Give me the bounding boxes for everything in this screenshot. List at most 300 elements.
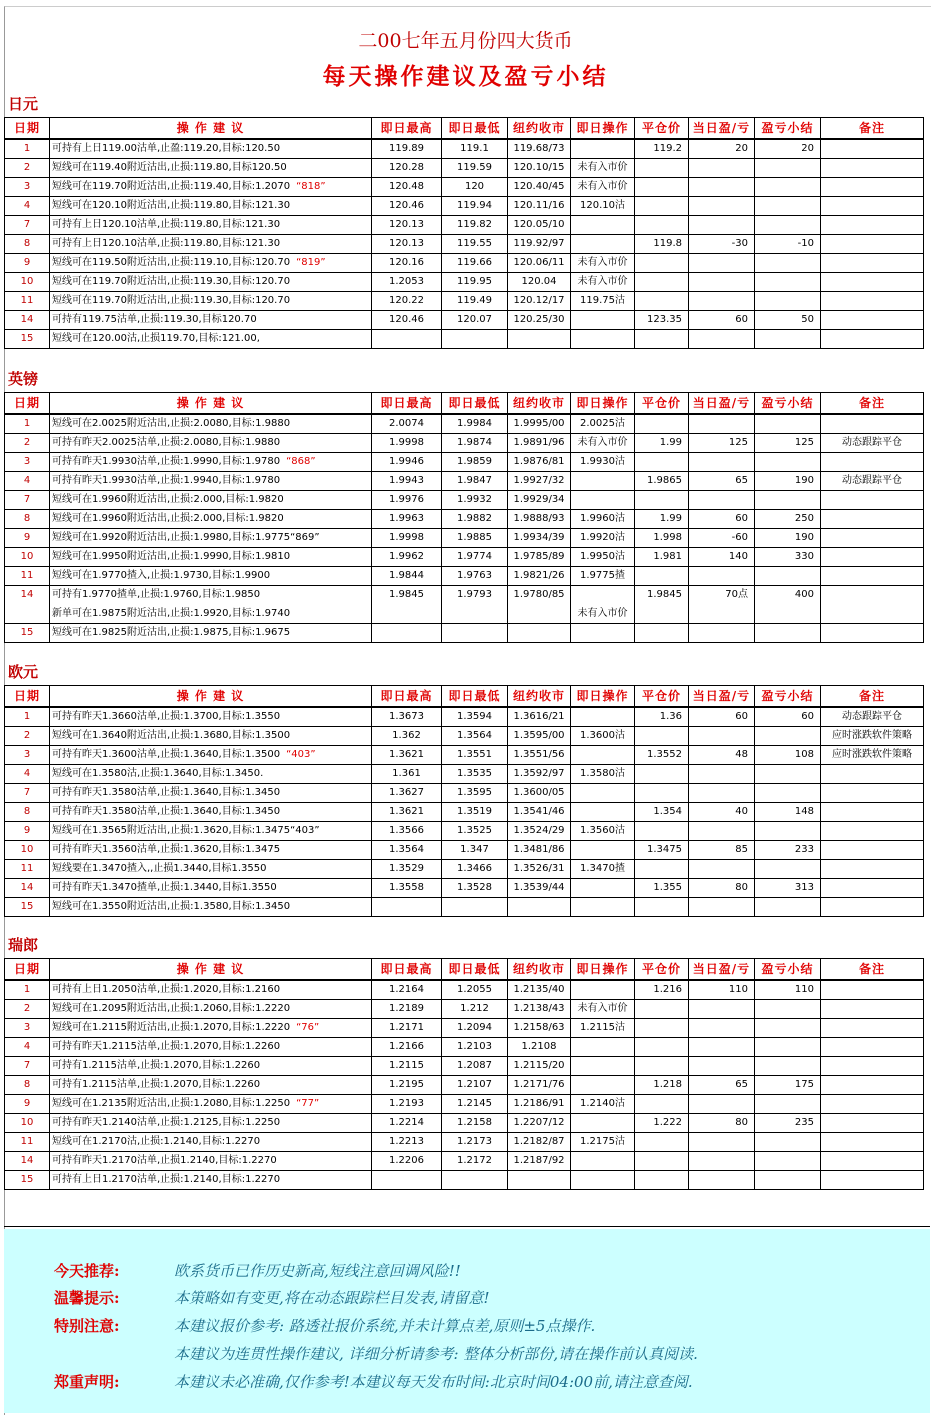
cell-note — [821, 292, 924, 311]
cell-day: 8 — [5, 235, 50, 254]
cell-pl: 140 — [689, 548, 755, 567]
cell-low: 1.212 — [442, 1000, 508, 1019]
cell-cp — [635, 159, 689, 178]
cell-pl: 70点 — [689, 586, 755, 605]
advice-text: 短线要在1.3470揸入,,止损1.3440,目标1.3550 — [52, 863, 267, 874]
table-row — [5, 803, 924, 822]
table-row — [5, 841, 924, 860]
cell-pl — [689, 216, 755, 235]
cell-adv — [50, 1057, 372, 1076]
cell-note: 动态跟踪平仓 — [821, 434, 924, 453]
table-row — [5, 784, 924, 803]
column-header: 备注 — [821, 686, 924, 708]
cell-op — [571, 472, 635, 491]
cell-low: 119.49 — [442, 292, 508, 311]
cell-sum: 313 — [755, 879, 821, 898]
cell-note — [821, 548, 924, 567]
cell-adv — [50, 898, 372, 917]
cell-note — [821, 1076, 924, 1095]
table-row — [5, 472, 924, 491]
cell-day: 3 — [5, 178, 50, 197]
cell-close: 119.92/97 — [508, 235, 571, 254]
cell-op — [571, 980, 635, 1000]
advice-text: 可持有上日1.2050沽单,止损:1.2020,目标:1.2160 — [52, 984, 281, 995]
column-header: 即日最高 — [372, 393, 442, 415]
cell-note — [821, 841, 924, 860]
cell-high: 1.3673 — [372, 707, 442, 727]
cell-op: 120.10沽 — [571, 197, 635, 216]
cell-sum — [755, 1171, 821, 1190]
cell-high: 1.9963 — [372, 510, 442, 529]
cell-day: 11 — [5, 292, 50, 311]
cell-high: 1.362 — [372, 727, 442, 746]
cell-high: 1.2189 — [372, 1000, 442, 1019]
cell-cp — [635, 860, 689, 879]
table-row — [5, 292, 924, 311]
advice-text: 可持有上日120.10沽单,止损:119.80,目标:121.30 — [52, 238, 281, 249]
cell-close: 1.2138/43 — [508, 1000, 571, 1019]
cell-cp — [635, 1171, 689, 1190]
cell-low: 1.3535 — [442, 765, 508, 784]
cell-adv — [50, 1038, 372, 1057]
cell-day: 9 — [5, 822, 50, 841]
cell-day: 14 — [5, 586, 50, 605]
cell-note: 应时涨跌软件策略 — [821, 727, 924, 746]
cell-high: 1.9976 — [372, 491, 442, 510]
cell-sum — [755, 159, 821, 178]
table-row — [5, 1057, 924, 1076]
column-header: 纽约收市 — [508, 686, 571, 708]
cell-adv — [50, 254, 372, 273]
currency-table — [4, 958, 924, 1190]
cell-pl: 20 — [689, 139, 755, 159]
cell-high: 1.2193 — [372, 1095, 442, 1114]
cell-sum — [755, 784, 821, 803]
note-row — [4, 1315, 930, 1337]
cell-cp: 119.2 — [635, 139, 689, 159]
cell-cp — [635, 292, 689, 311]
cell-cp: 1.981 — [635, 548, 689, 567]
cell-high: 1.9946 — [372, 453, 442, 472]
cell-sum — [755, 727, 821, 746]
cell-sum: 50 — [755, 311, 821, 330]
cell-adv — [50, 178, 372, 197]
cell-adv — [50, 1019, 372, 1038]
cell-cp: 1.99 — [635, 434, 689, 453]
cell-day: 4 — [5, 1038, 50, 1057]
header-row — [5, 686, 924, 708]
cell-pl — [689, 898, 755, 917]
column-header: 纽约收市 — [508, 959, 571, 981]
cell-day: 7 — [5, 491, 50, 510]
advice-text: 短线可在1.3550附近沽出,止损:1.3580,目标:1.3450 — [52, 901, 291, 912]
table-row — [5, 746, 924, 765]
cell-close: 120.25/30 — [508, 311, 571, 330]
cell-sum: 60 — [755, 707, 821, 727]
table-row — [5, 235, 924, 254]
cell-adv — [50, 1114, 372, 1133]
cell-adv — [50, 586, 372, 605]
cell-low: 1.2173 — [442, 1133, 508, 1152]
cell-cp: 1.216 — [635, 980, 689, 1000]
column-header: 平仓价 — [635, 686, 689, 708]
cell-adv — [50, 472, 372, 491]
cell-day: 9 — [5, 529, 50, 548]
advice-text: 可持有上日120.10沽单,止损:119.80,目标:121.30 — [52, 219, 281, 230]
note-row — [4, 1287, 930, 1309]
cell-close: 1.2186/91 — [508, 1095, 571, 1114]
column-header: 即日最低 — [442, 393, 508, 415]
cell-close — [508, 898, 571, 917]
cell-pl — [689, 330, 755, 349]
cell-cp: 1.36 — [635, 707, 689, 727]
cell-low: 1.2087 — [442, 1057, 508, 1076]
cell-close: 1.3481/86 — [508, 841, 571, 860]
header-row — [5, 393, 924, 415]
cell-day: 4 — [5, 197, 50, 216]
cell-op — [571, 746, 635, 765]
cell-pl — [689, 178, 755, 197]
cell-sum — [755, 898, 821, 917]
cell-low: 1.3466 — [442, 860, 508, 879]
cell-note — [821, 624, 924, 643]
advice-text: 可持有昨天1.3470揸单,止损:1.3440,目标1.3550 — [52, 882, 277, 893]
cell-op — [571, 879, 635, 898]
advice-text: 短线可在119.70附近沽出,止损:119.30,目标:120.70 — [52, 276, 291, 287]
cell-high — [372, 605, 442, 624]
cell-cp — [635, 491, 689, 510]
cell-high: 1.2171 — [372, 1019, 442, 1038]
cell-close: 1.9934/39 — [508, 529, 571, 548]
cell-low: 119.55 — [442, 235, 508, 254]
cell-cp: 1.998 — [635, 529, 689, 548]
cell-sum: 330 — [755, 548, 821, 567]
cell-cp — [635, 414, 689, 434]
cell-close: 1.3524/29 — [508, 822, 571, 841]
advice-text: 短线可在120.00沽,止损119.70,目标:121.00, — [52, 333, 260, 344]
cell-adv — [50, 765, 372, 784]
table-row — [5, 197, 924, 216]
cell-adv — [50, 784, 372, 803]
cell-cp: 1.222 — [635, 1114, 689, 1133]
note-text: 本建议未必准确,仅作参考!本建议每天发布时间:北京时间04:00前,请注意查阅. — [174, 1373, 693, 1391]
cell-cp — [635, 330, 689, 349]
table-row — [5, 980, 924, 1000]
table-row — [5, 1000, 924, 1019]
cell-note — [821, 1152, 924, 1171]
advice-tag: “77” — [296, 1098, 320, 1109]
cell-note — [821, 898, 924, 917]
cell-low: 1.3528 — [442, 879, 508, 898]
cell-sum — [755, 1152, 821, 1171]
cell-day: 14 — [5, 311, 50, 330]
cell-adv — [50, 746, 372, 765]
advice-text: 短线可在1.9770揸入,止损:1.9730,目标:1.9900 — [52, 570, 271, 581]
table-row — [5, 624, 924, 643]
table-row — [5, 707, 924, 727]
cell-op: 未有入市价 — [571, 434, 635, 453]
cell-pl — [689, 567, 755, 586]
cell-op — [571, 235, 635, 254]
cell-adv — [50, 1076, 372, 1095]
cell-low: 119.94 — [442, 197, 508, 216]
cell-sum — [755, 605, 821, 624]
cell-high: 1.2213 — [372, 1133, 442, 1152]
cell-cp — [635, 1038, 689, 1057]
cell-high: 1.9844 — [372, 567, 442, 586]
cell-close: 120.12/17 — [508, 292, 571, 311]
cell-day: 9 — [5, 1095, 50, 1114]
advice-text: 可持有昨天1.3600沽单,止损:1.3640,目标:1.3500 — [52, 749, 281, 760]
cell-note — [821, 1057, 924, 1076]
cell-sum: 190 — [755, 472, 821, 491]
cell-close — [508, 330, 571, 349]
table-row — [5, 1019, 924, 1038]
advice-tag: “818” — [296, 181, 326, 192]
cell-close: 1.2171/76 — [508, 1076, 571, 1095]
cell-day: 14 — [5, 1152, 50, 1171]
table-row — [5, 1133, 924, 1152]
column-header: 备注 — [821, 118, 924, 140]
cell-pl — [689, 605, 755, 624]
cell-cp: 1.9865 — [635, 472, 689, 491]
cell-cp — [635, 273, 689, 292]
cell-op: 1.9960沽 — [571, 510, 635, 529]
cell-adv — [50, 1133, 372, 1152]
cell-cp — [635, 197, 689, 216]
advice-tag: “819” — [296, 257, 326, 268]
cell-pl — [689, 273, 755, 292]
advice-text: 可持有119.75沽单,止损:119.30,目标120.70 — [52, 314, 257, 325]
table-row — [5, 510, 924, 529]
cell-high: 120.46 — [372, 311, 442, 330]
cell-cp — [635, 822, 689, 841]
cell-sum — [755, 1019, 821, 1038]
table-row — [5, 453, 924, 472]
cell-day: 2 — [5, 434, 50, 453]
advice-text: 可持有昨天1.3660沽单,止损:1.3700,目标:1.3550 — [52, 711, 281, 722]
cell-low: 1.2055 — [442, 980, 508, 1000]
cell-cp — [635, 567, 689, 586]
advice-text: 可持有昨天1.9930沽单,止损:1.9990,目标:1.9780 — [52, 456, 281, 467]
cell-adv — [50, 414, 372, 434]
cell-sum: 108 — [755, 746, 821, 765]
cell-sum — [755, 197, 821, 216]
advice-text: 短线可在119.40附近沽出,止损:119.80,目标120.50 — [52, 162, 287, 173]
cell-low: 119.66 — [442, 254, 508, 273]
cell-adv — [50, 216, 372, 235]
cell-close: 1.9891/96 — [508, 434, 571, 453]
cell-low: 1.3519 — [442, 803, 508, 822]
cell-op: 1.3580沽 — [571, 765, 635, 784]
advice-text: 可持有上日1.2170沽单,止损:1.2140,目标:1.2270 — [52, 1174, 281, 1185]
advice-text: 可持有1.2115沽单,止损:1.2070,目标:1.2260 — [52, 1060, 261, 1071]
cell-op: 1.2140沽 — [571, 1095, 635, 1114]
cell-sum — [755, 254, 821, 273]
advice-tag: “403” — [286, 749, 316, 760]
cell-close: 1.3526/31 — [508, 860, 571, 879]
column-header: 日期 — [5, 118, 50, 140]
cell-op: 1.3470揸 — [571, 860, 635, 879]
cell-high — [372, 624, 442, 643]
cell-note — [821, 567, 924, 586]
cell-low: 119.95 — [442, 273, 508, 292]
cell-close: 1.2135/40 — [508, 980, 571, 1000]
cell-high: 1.3564 — [372, 841, 442, 860]
cell-adv — [50, 311, 372, 330]
cell-note — [821, 311, 924, 330]
cell-low: 1.2158 — [442, 1114, 508, 1133]
note-label: 特别注意: — [54, 1317, 120, 1335]
table-row — [5, 727, 924, 746]
cell-note — [821, 254, 924, 273]
cell-day: 9 — [5, 254, 50, 273]
cell-sum — [755, 1095, 821, 1114]
advice-text: 短线可在1.2095附近沽出,止损:1.2060,目标:1.2220 — [52, 1003, 291, 1014]
table-row — [5, 1095, 924, 1114]
cell-note — [821, 330, 924, 349]
cell-high: 2.0074 — [372, 414, 442, 434]
table-row — [5, 860, 924, 879]
advice-text: 可持有昨天1.2170沽单,止损1.2140,目标:1.2270 — [52, 1155, 277, 1166]
column-header: 操 作 建 议 — [50, 118, 372, 140]
cell-day: 10 — [5, 1114, 50, 1133]
cell-day: 15 — [5, 898, 50, 917]
section-title: 日元 — [8, 95, 39, 113]
cell-day — [5, 605, 50, 624]
table-row — [5, 548, 924, 567]
advice-text: 短线可在1.9825附近沽出,止损:1.9875,目标:1.9675 — [52, 627, 291, 638]
cell-cp — [635, 765, 689, 784]
cell-pl — [689, 784, 755, 803]
cell-sum — [755, 822, 821, 841]
cell-sum: 400 — [755, 586, 821, 605]
table-row — [5, 216, 924, 235]
cell-op — [571, 707, 635, 727]
cell-high: 1.3621 — [372, 746, 442, 765]
cell-low: 1.3594 — [442, 707, 508, 727]
cell-high — [372, 898, 442, 917]
cell-high — [372, 1171, 442, 1190]
column-header: 操 作 建 议 — [50, 686, 372, 708]
cell-note — [821, 414, 924, 434]
cell-op — [571, 330, 635, 349]
advice-text: 可持有昨天1.2140沽单,止损:1.2125,目标:1.2250 — [52, 1117, 281, 1128]
cell-low: 1.9793 — [442, 586, 508, 605]
cell-low: 1.2145 — [442, 1095, 508, 1114]
cell-adv — [50, 292, 372, 311]
cell-op — [571, 1038, 635, 1057]
header-row — [5, 959, 924, 981]
note-text: 欧系货币已作历史新高,短线注意回调风险!! — [174, 1262, 461, 1280]
table-row — [5, 1171, 924, 1190]
advice-text: 可持有昨天2.0025沽单,止损:2.0080,目标:1.9880 — [52, 437, 281, 448]
cell-close: 1.9995/00 — [508, 414, 571, 434]
advice-text: 可持有昨天1.3560沽单,止损:1.3620,目标:1.3475 — [52, 844, 281, 855]
cell-high — [372, 330, 442, 349]
cell-cp: 1.355 — [635, 879, 689, 898]
advice-text: 短线可在1.9960附近沽出,止损:2.000,目标:1.9820 — [52, 513, 284, 524]
cell-close: 120.11/16 — [508, 197, 571, 216]
cell-adv — [50, 1171, 372, 1190]
cell-note — [821, 453, 924, 472]
cell-low: 1.9885 — [442, 529, 508, 548]
cell-pl: 80 — [689, 1114, 755, 1133]
cell-note — [821, 139, 924, 159]
cell-cp — [635, 727, 689, 746]
cell-pl: 65 — [689, 472, 755, 491]
cell-sum: 110 — [755, 980, 821, 1000]
cell-adv — [50, 879, 372, 898]
cell-sum — [755, 414, 821, 434]
cell-low: 1.9882 — [442, 510, 508, 529]
cell-cp — [635, 178, 689, 197]
cell-op: 未有入市价 — [571, 605, 635, 624]
cell-adv — [50, 567, 372, 586]
section-title: 瑞郎 — [8, 936, 39, 954]
cell-note: 动态跟踪平仓 — [821, 472, 924, 491]
cell-op — [571, 586, 635, 605]
cell-cp: 123.35 — [635, 311, 689, 330]
cell-adv — [50, 139, 372, 159]
cell-high: 1.3558 — [372, 879, 442, 898]
note-row — [4, 1371, 930, 1393]
cell-close: 1.9876/81 — [508, 453, 571, 472]
table-row — [5, 159, 924, 178]
table-row — [5, 529, 924, 548]
cell-day: 1 — [5, 707, 50, 727]
cell-pl: 60 — [689, 311, 755, 330]
cell-op — [571, 216, 635, 235]
cell-low: 1.9932 — [442, 491, 508, 510]
cell-cp: 1.354 — [635, 803, 689, 822]
column-header: 备注 — [821, 393, 924, 415]
cell-pl: 125 — [689, 434, 755, 453]
cell-op: 1.9920沽 — [571, 529, 635, 548]
cell-day: 10 — [5, 548, 50, 567]
cell-pl — [689, 254, 755, 273]
cell-day: 4 — [5, 765, 50, 784]
note-text: 本建议为连贯性操作建议, 详细分析请参考: 整体分析部份,请在操作前认真阅读. — [174, 1345, 698, 1363]
column-header: 平仓价 — [635, 393, 689, 415]
cell-op: 1.9930沽 — [571, 453, 635, 472]
cell-pl: 85 — [689, 841, 755, 860]
cell-op — [571, 841, 635, 860]
advice-text: 短线可在1.2135附近沽出,止损:1.2080,目标:1.2250 — [52, 1098, 291, 1109]
cell-sum: -10 — [755, 235, 821, 254]
cell-pl — [689, 1038, 755, 1057]
cell-high: 120.13 — [372, 235, 442, 254]
cell-day: 7 — [5, 1057, 50, 1076]
table-row — [5, 1076, 924, 1095]
table-row — [5, 254, 924, 273]
column-header: 平仓价 — [635, 118, 689, 140]
cell-high: 1.9998 — [372, 529, 442, 548]
cell-sum — [755, 1057, 821, 1076]
cell-low: 120.07 — [442, 311, 508, 330]
advice-text: 可持有上日119.00沽单,止盈:119.20,目标:120.50 — [52, 143, 281, 154]
cell-note — [821, 879, 924, 898]
cell-close — [508, 1171, 571, 1190]
currency-table — [4, 117, 924, 349]
cell-day: 11 — [5, 567, 50, 586]
cell-sum: 233 — [755, 841, 821, 860]
cell-sum — [755, 273, 821, 292]
cell-op — [571, 784, 635, 803]
cell-high: 1.3627 — [372, 784, 442, 803]
cell-note — [821, 1114, 924, 1133]
cell-pl — [689, 1057, 755, 1076]
